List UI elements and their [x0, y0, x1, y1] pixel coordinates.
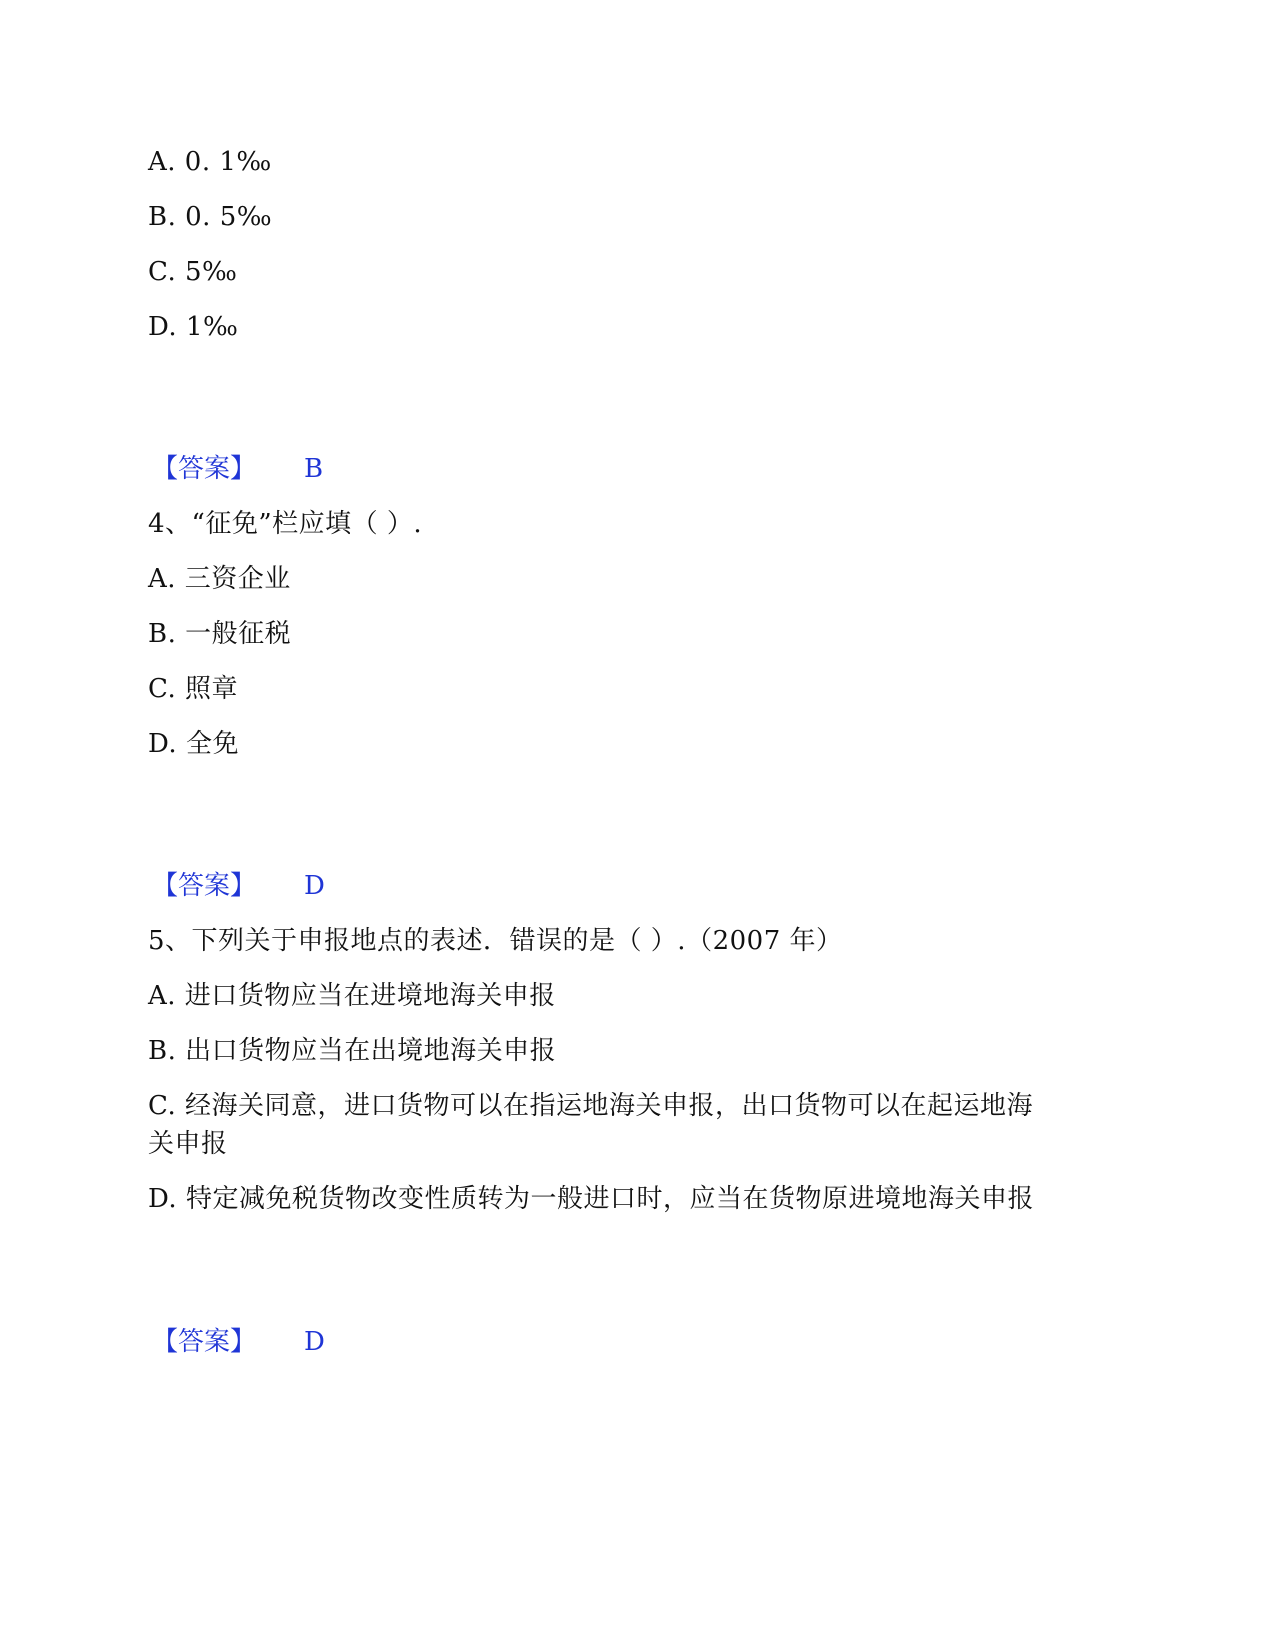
q3-option-c: C. 5‰: [148, 257, 238, 287]
q5-answer-label: 【答案】: [152, 1327, 257, 1357]
q5-option-b: B. 出口货物应当在出境地海关申报: [148, 1036, 557, 1066]
q3-answer-label: 【答案】: [152, 454, 257, 484]
q5-option-a: A. 进口货物应当在进境地海关申报: [148, 981, 556, 1011]
q3-option-b: B. 0. 5‰: [148, 202, 273, 232]
q5-answer-value: D: [304, 1327, 325, 1357]
q4-question: 4、“征免”栏应填（ ）.: [148, 509, 423, 539]
q4-answer-value: D: [304, 871, 325, 901]
q5-option-d: D. 特定减免税货物改变性质转为一般进口时，应当在货物原进境地海关申报: [148, 1184, 1034, 1214]
q3-option-d: D. 1‰: [148, 312, 239, 342]
q5-question: 5、下列关于申报地点的表述．错误的是（ ）.（2007 年）: [148, 926, 843, 956]
q5-option-c: C. 经海关同意，进口货物可以在指运地海关申报，出口货物可以在起运地海: [148, 1091, 1033, 1121]
q3-answer: [152, 452, 323, 486]
q3-answer-value: B: [304, 454, 324, 484]
q4-option-c: C. 照章: [148, 674, 238, 704]
q4-answer-label: 【答案】: [152, 871, 257, 901]
q4-option-d: D. 全免: [148, 729, 239, 759]
q4-option-a: A. 三资企业: [148, 564, 291, 594]
q4-answer: [152, 869, 325, 903]
q5-answer: [152, 1325, 325, 1359]
q3-option-a: A. 0. 1‰: [148, 147, 272, 177]
q4-option-b: B. 一般征税: [148, 619, 292, 649]
q5-option-c-continued: 关申报: [148, 1129, 228, 1159]
